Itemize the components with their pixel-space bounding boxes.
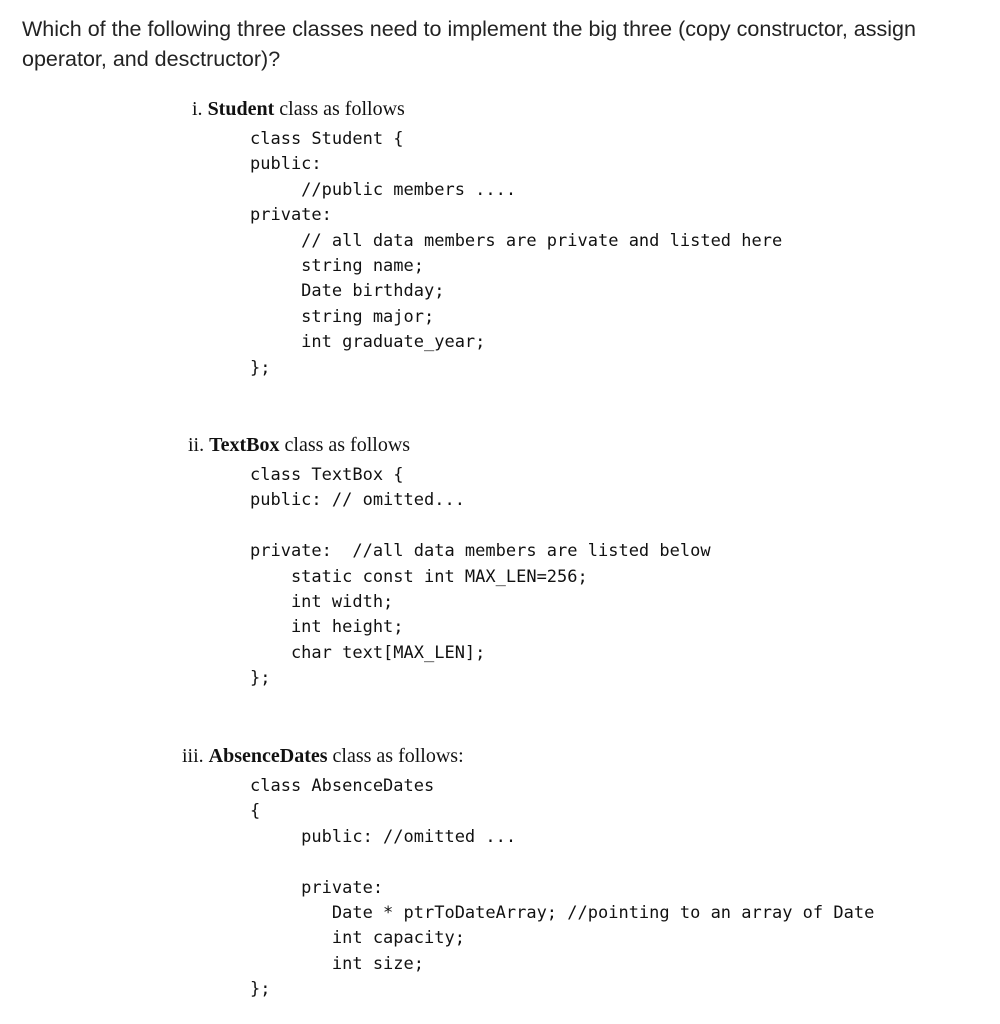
item-numeral: iii. [182, 745, 204, 767]
code-line: class TextBox { [250, 465, 404, 485]
item-heading-absencedates [182, 745, 464, 768]
item-numeral: i. [192, 98, 203, 120]
item-heading-student [192, 98, 405, 121]
code-line: //public members .... [250, 179, 517, 200]
code-line: class AbsenceDates [250, 776, 435, 796]
code-line: int height; [250, 617, 404, 638]
code-line: private: [250, 877, 384, 898]
question-line-1: Which of the following three classes need to implement the big three (copy constructor, assign [22, 17, 916, 41]
code-line [250, 514, 711, 539]
item-heading-textbox [188, 434, 410, 457]
item-suffix: class as follows [284, 434, 411, 456]
code-line: public: //omitted ... [250, 826, 517, 847]
code-line: int width; [250, 591, 394, 612]
code-line: }; [250, 979, 271, 1000]
class-name: AbsenceDates [208, 745, 328, 767]
code-line: private: [250, 205, 332, 226]
item-suffix: class as follows: [332, 745, 464, 767]
code-line: public: // omitted... [250, 490, 465, 511]
code-line: public: [250, 154, 322, 175]
item-numeral: ii. [188, 434, 205, 456]
code-line: Date * ptrToDateArray; //pointing to an array of Date [250, 902, 875, 923]
code-line: private: //all data members are listed below [250, 541, 711, 562]
code-line: string name; [250, 255, 424, 276]
code-block-textbox [250, 463, 711, 692]
code-line [250, 850, 874, 875]
code-line: int graduate_year; [250, 332, 486, 353]
code-line: char text[MAX_LEN]; [250, 642, 486, 663]
code-line: Date birthday; [250, 281, 445, 302]
code-line: }; [250, 357, 271, 378]
code-line: }; [250, 668, 271, 689]
item-suffix: class as follows [279, 98, 405, 120]
code-line: int capacity; [250, 928, 465, 949]
code-line: string major; [250, 306, 435, 327]
code-block-absencedates [250, 774, 874, 1003]
question-line-2: operator, and desctructor)? [22, 47, 281, 71]
question-text [22, 14, 1000, 74]
code-line: static const int MAX_LEN=256; [250, 566, 588, 587]
class-name: Student [207, 98, 275, 120]
class-name: TextBox [209, 434, 280, 456]
code-line: // all data members are private and listed here [250, 230, 783, 251]
code-line: class Student { [250, 129, 404, 149]
code-line: int size; [250, 953, 424, 974]
code-line: { [250, 801, 261, 822]
code-block-student [250, 127, 782, 381]
